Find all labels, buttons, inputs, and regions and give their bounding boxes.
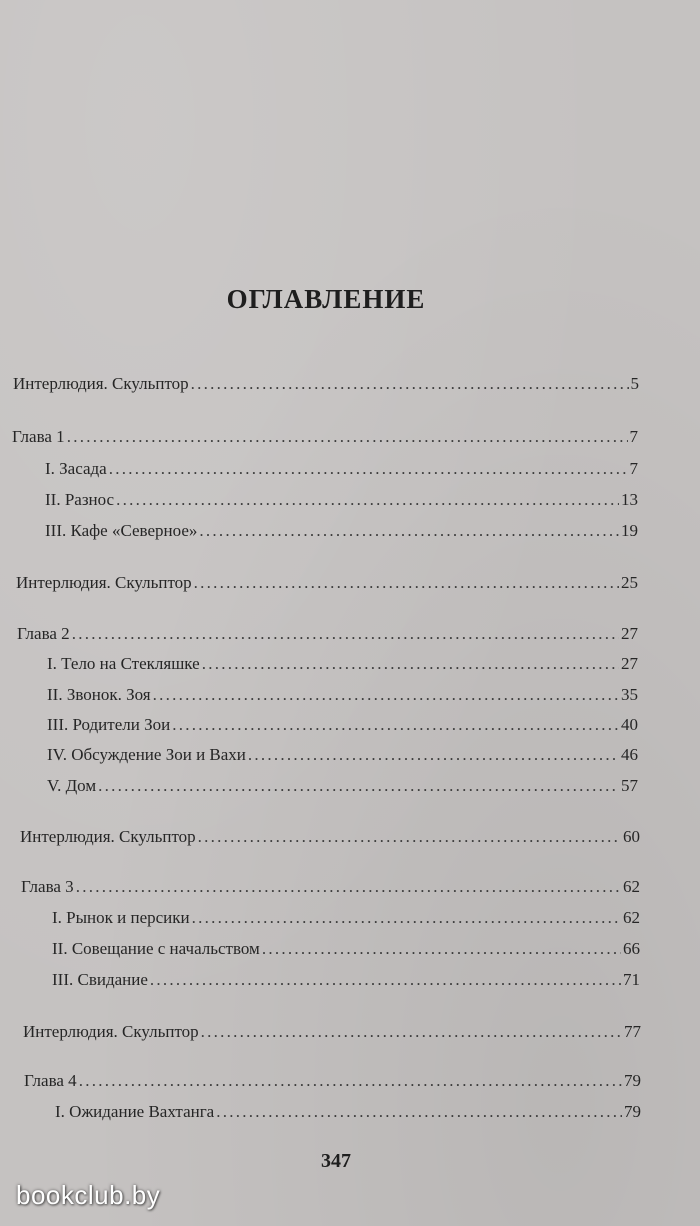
toc-entry-title: I. Ожидание Вахтанга [55, 1102, 215, 1121]
toc-entry-page: 79 [624, 1102, 641, 1121]
toc-entry-page: 25 [621, 573, 638, 592]
toc-entry-title: Интерлюдия. Скульптор [20, 827, 196, 846]
toc-leader-dots [79, 1069, 622, 1093]
toc-entry [47, 652, 638, 676]
toc-leader-dots [116, 488, 619, 512]
toc-leader-dots [201, 1020, 622, 1044]
toc-leader-dots [199, 519, 619, 543]
toc-entry-title: Глава 3 [21, 877, 74, 896]
toc-leader-dots [153, 683, 619, 707]
toc-entry [52, 906, 640, 930]
toc-entry-title: II. Разнос [45, 490, 115, 509]
toc-entry-title: I. Рынок и персики [52, 908, 190, 927]
toc-entry-page: 71 [623, 970, 640, 989]
toc-entry [45, 488, 638, 512]
toc-leader-dots [198, 825, 621, 849]
toc-entry-title: Глава 2 [17, 624, 70, 643]
toc-entry-title: Глава 4 [24, 1071, 77, 1090]
toc-entry [47, 713, 638, 737]
toc-leader-dots [109, 457, 628, 481]
toc-leader-dots [72, 622, 619, 646]
toc-leader-dots [262, 937, 621, 961]
toc-entry [47, 774, 638, 798]
toc-entry-title: V. Дом [47, 776, 97, 795]
toc-entry [12, 425, 638, 449]
page-number: 347 [321, 1150, 351, 1172]
toc-entry-page: 27 [621, 624, 638, 643]
toc-entry [20, 825, 640, 849]
toc-entry-page: 46 [621, 745, 638, 764]
toc-entry-page: 77 [624, 1022, 641, 1041]
toc-entry-page: 60 [623, 827, 640, 846]
toc-entry-title: Интерлюдия. Скульптор [13, 374, 189, 393]
toc-entry [45, 457, 638, 481]
toc-entry-title: IV. Обсуждение Зои и Вахи [47, 745, 246, 764]
toc-leader-dots [216, 1100, 622, 1124]
toc-entry [21, 875, 640, 899]
toc-entry [13, 372, 639, 396]
toc-entry-title: II. Звонок. Зоя [47, 685, 151, 704]
toc-entry [55, 1100, 641, 1124]
toc-entry-page: 57 [621, 776, 638, 795]
toc-leader-dots [202, 652, 619, 676]
toc-leader-dots [194, 571, 619, 595]
toc-entry-page: 35 [621, 685, 638, 704]
toc-entry-title: I. Тело на Стекляшке [47, 654, 200, 673]
toc-entry-title: Интерлюдия. Скульптор [23, 1022, 199, 1041]
watermark: bookclub.by [16, 1180, 161, 1210]
toc-entry [52, 968, 640, 992]
toc-entry-title: III. Родители Зои [47, 715, 171, 734]
toc-entry-page: 7 [629, 459, 638, 478]
toc-entry [23, 1020, 641, 1044]
toc-entry-page: 62 [623, 877, 640, 896]
toc-entry-title: Интерлюдия. Скульптор [16, 573, 192, 592]
toc-entry-title: Глава 1 [12, 427, 65, 446]
toc-entry [47, 683, 638, 707]
toc-entry-title: III. Кафе «Северное» [45, 521, 198, 540]
toc-entry [52, 937, 640, 961]
toc-entry-page: 40 [621, 715, 638, 734]
toc-entry-title: I. Засада [45, 459, 107, 478]
toc-leader-dots [192, 906, 621, 930]
page-title: ОГЛАВЛЕНИЕ [226, 284, 426, 314]
toc-leader-dots [150, 968, 621, 992]
toc-leader-dots [98, 774, 619, 798]
toc-entry-page: 79 [624, 1071, 641, 1090]
toc-entry [16, 571, 638, 595]
toc-entry-page: 7 [629, 427, 638, 446]
toc-entry-title: III. Свидание [52, 970, 148, 989]
toc-leader-dots [76, 875, 621, 899]
toc-entry [17, 622, 638, 646]
toc-entry-page: 5 [630, 374, 639, 393]
toc-entry-page: 27 [621, 654, 638, 673]
toc-leader-dots [67, 425, 628, 449]
toc-leader-dots [191, 372, 629, 396]
toc-entry [47, 743, 638, 767]
toc-leader-dots [248, 743, 619, 767]
toc-entry-title: II. Совещание с начальством [52, 939, 260, 958]
toc-entry-page: 66 [623, 939, 640, 958]
toc-leader-dots [172, 713, 619, 737]
toc-entry-page: 19 [621, 521, 638, 540]
toc-entry [45, 519, 638, 543]
toc-entry-page: 13 [621, 490, 638, 509]
toc-entry [24, 1069, 641, 1093]
toc-entry-page: 62 [623, 908, 640, 927]
